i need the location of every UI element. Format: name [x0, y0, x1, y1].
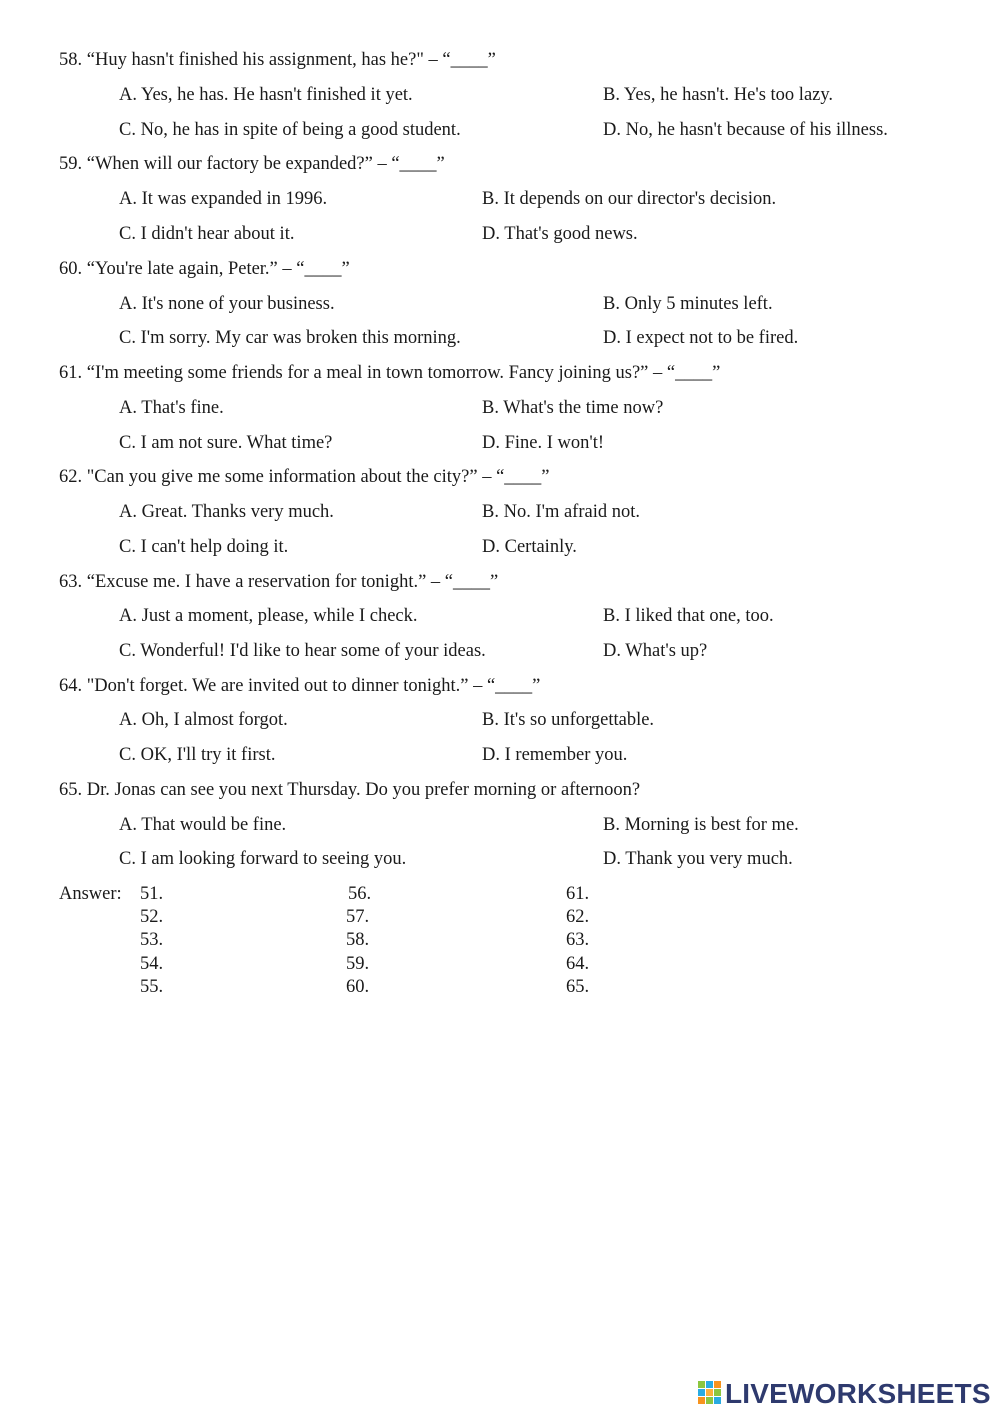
question-59-option-b[interactable]: B. It depends on our director's decision.	[482, 189, 777, 209]
question-61-option-c[interactable]: C. I am not sure. What time?	[119, 433, 333, 453]
question-60-option-c[interactable]: C. I'm sorry. My car was broken this morning.	[119, 328, 461, 348]
question-63-option-a[interactable]: A. Just a moment, please, while I check.	[119, 606, 418, 626]
question-60-option-b[interactable]: B. Only 5 minutes left.	[603, 294, 773, 314]
question-59-option-d[interactable]: D. That's good news.	[482, 224, 638, 244]
answer-number: 65.	[566, 977, 590, 997]
question-65-option-d[interactable]: D. Thank you very much.	[603, 849, 793, 869]
question-62-option-c[interactable]: C. I can't help doing it.	[119, 537, 289, 557]
question-60-option-d[interactable]: D. I expect not to be fired.	[603, 328, 799, 348]
question-62-stem: 62. "Can you give me some information about the city?” – “____”	[59, 467, 550, 487]
question-61-stem: 61. “I'm meeting some friends for a meal in town tomorrow. Fancy joining us?” – “____”	[59, 363, 721, 383]
question-58-stem: 58. “Huy hasn't finished his assignment, has he?" – “____”	[59, 50, 496, 70]
answer-number: 63.	[566, 930, 590, 950]
question-65-stem: 65. Dr. Jonas can see you next Thursday. Do you prefer morning or afternoon?	[59, 780, 641, 800]
question-64-option-c[interactable]: C. OK, I'll try it first.	[119, 745, 276, 765]
question-65-option-b[interactable]: B. Morning is best for me.	[603, 815, 799, 835]
answer-number: 60.	[346, 977, 370, 997]
question-65-option-a[interactable]: A. That would be fine.	[119, 815, 287, 835]
answer-number: 53.	[140, 930, 164, 950]
question-61-option-b[interactable]: B. What's the time now?	[482, 398, 664, 418]
question-62-option-a[interactable]: A. Great. Thanks very much.	[119, 502, 334, 522]
question-63-option-c[interactable]: C. Wonderful! I'd like to hear some of your ideas.	[119, 641, 486, 661]
question-60-stem: 60. “You're late again, Peter.” – “____”	[59, 259, 350, 279]
liveworksheets-logo-icon	[698, 1381, 722, 1407]
question-58-option-b[interactable]: B. Yes, he hasn't. He's too lazy.	[603, 85, 834, 105]
answer-number: 61.	[566, 884, 590, 904]
question-59-option-a[interactable]: A. It was expanded in 1996.	[119, 189, 328, 209]
question-64-option-a[interactable]: A. Oh, I almost forgot.	[119, 710, 288, 730]
question-60-option-a[interactable]: A. It's none of your business.	[119, 294, 335, 314]
question-61-option-d[interactable]: D. Fine. I won't!	[482, 433, 605, 453]
question-63-option-b[interactable]: B. I liked that one, too.	[603, 606, 774, 626]
question-58-option-d[interactable]: D. No, he hasn't because of his illness.	[603, 120, 888, 140]
question-65-option-c[interactable]: C. I am looking forward to seeing you.	[119, 849, 407, 869]
answer-number: 59.	[346, 954, 370, 974]
liveworksheets-logo[interactable]	[698, 1377, 991, 1411]
question-58-option-a[interactable]: A. Yes, he has. He hasn't finished it yet.	[119, 85, 413, 105]
answer-number: 54.	[140, 954, 164, 974]
liveworksheets-logo-text: LIVEWORKSHEETS	[725, 1378, 991, 1409]
question-59-stem: 59. “When will our factory be expanded?” – “____”	[59, 154, 445, 174]
answer-number: 52.	[140, 907, 164, 927]
question-63-option-d[interactable]: D. What's up?	[603, 641, 708, 661]
answer-number: 64.	[566, 954, 590, 974]
question-61-option-a[interactable]: A. That's fine.	[119, 398, 224, 418]
question-63-stem: 63. “Excuse me. I have a reservation for tonight.” – “____”	[59, 572, 499, 592]
question-62-option-b[interactable]: B. No. I'm afraid not.	[482, 502, 640, 522]
answer-label: Answer:	[59, 884, 122, 904]
question-64-option-d[interactable]: D. I remember you.	[482, 745, 628, 765]
answer-number: 57.	[346, 907, 370, 927]
answer-number: 55.	[140, 977, 164, 997]
answer-number: 56.	[348, 884, 372, 904]
answer-number: 62.	[566, 907, 590, 927]
question-59-option-c[interactable]: C. I didn't hear about it.	[119, 224, 295, 244]
question-62-option-d[interactable]: D. Certainly.	[482, 537, 577, 557]
question-64-option-b[interactable]: B. It's so unforgettable.	[482, 710, 655, 730]
answer-number: 58.	[346, 930, 370, 950]
answer-number: 51.	[140, 884, 164, 904]
question-64-stem: 64. "Don't forget. We are invited out to dinner tonight.” – “____”	[59, 676, 541, 696]
question-58-option-c[interactable]: C. No, he has in spite of being a good student.	[119, 120, 461, 140]
